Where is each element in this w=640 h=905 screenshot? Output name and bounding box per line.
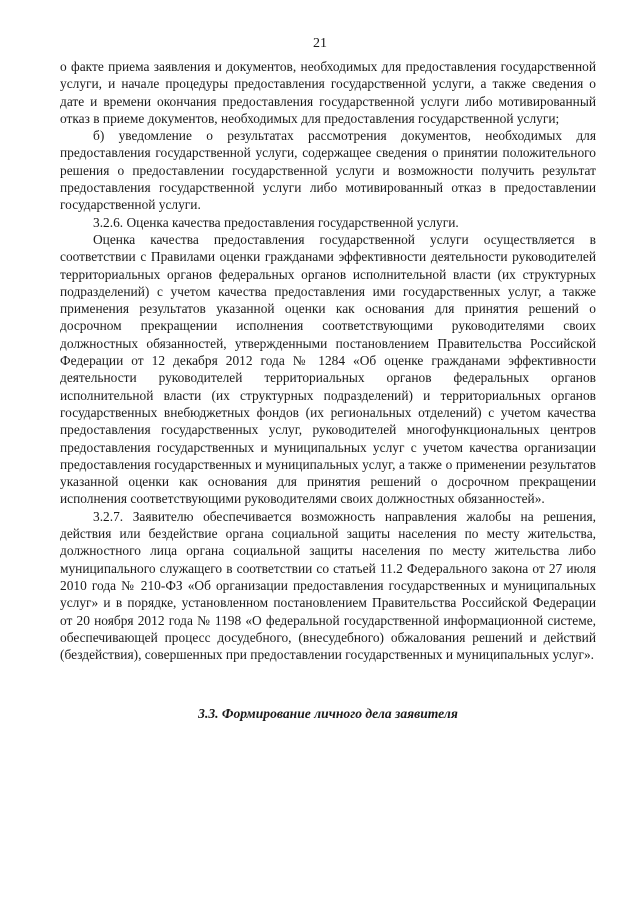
paragraph-notification-intake: о факте приема заявления и документов, необходимых для предоставления государственной услуги, и начале процедуры предоставления государственной услуги, а также сведения о дате и времени окончания предоставления государственной услуги либо мотивированный отказ в приеме документов, необходимых для предоставления государственной услуги; [60,59,596,126]
paragraph-3-2-7-complaints: 3.2.7. Заявителю обеспечивается возможность направления жалобы на решения, действия или бездействие органа социальной защиты населения по месту жительства, должностного лица органа социальной защиты населения по месту жительства либо муниципального служащего в соответствии со статьей 11.2 Федерального закона от 27 июля 2010 года № 210-ФЗ «Об организации предоставления государственных и муниципальных услуг» и в порядке, установленном постановлением Правительства Российской Федерации от 20 ноября 2012 года № 1198 «О федеральной государственной информационной системе, обеспечивающей процесс досудебного, (внесудебного) обжалования решений и действий (бездействия), совершенных при предоставлении государственных и муниципальных услуг». [60,508,596,663]
section-heading-3-3: 3.3. Формирование личного дела заявителя [198,706,458,722]
paragraph-notification-results: б) уведомление о результатах рассмотрения документов, необходимых для предоставления государственной услуги, содержащее сведения о принятии положительного решения о предоставлении государственной услуги и возможности получить результат предоставления государственной услуги либо мотивированный отказ в предоставлении государственной услуги. [60,128,596,213]
paragraph-3-2-6-title: 3.2.6. Оценка качества предоставления государственной услуги. [93,214,459,230]
page-number: 21 [313,36,327,51]
paragraph-quality-assessment: Оценка качества предоставления государственной услуги осуществляется в соответствии с Правилами оценки гражданами эффективности деятельности руководителей территориальных органов федеральных органов исполнительной власти (их структурных подразделений) с учетом качества предоставления ими государственных услуг, а также применения результатов указанной оценки как основания для принятия решений о досрочном прекращении исполнения соответствующими руководителями своих должностных обязанностей, утвержденными постановлением Правительства Российской Федерации от 12 декабря 2012 года № 1284 «Об оценке гражданами эффективности деятельности руководителей территориальных органов федеральных органов исполнительной власти (их структурных подразделений) и территориальных органов государственных внебюджетных фондов (их региональных отделений) с учетом качества предоставления государственных услуг, руководителей многофункциональных центров предоставления государственных и муниципальных услуг с учетом качества организации предоставления государственных и муниципальных услуг, а также о применении результатов указанной оценки как основания для принятия решений о досрочном прекращении исполнения соответствующими руководителями своих должностных обязанностей». [60,231,596,507]
document-body [60,58,596,723]
